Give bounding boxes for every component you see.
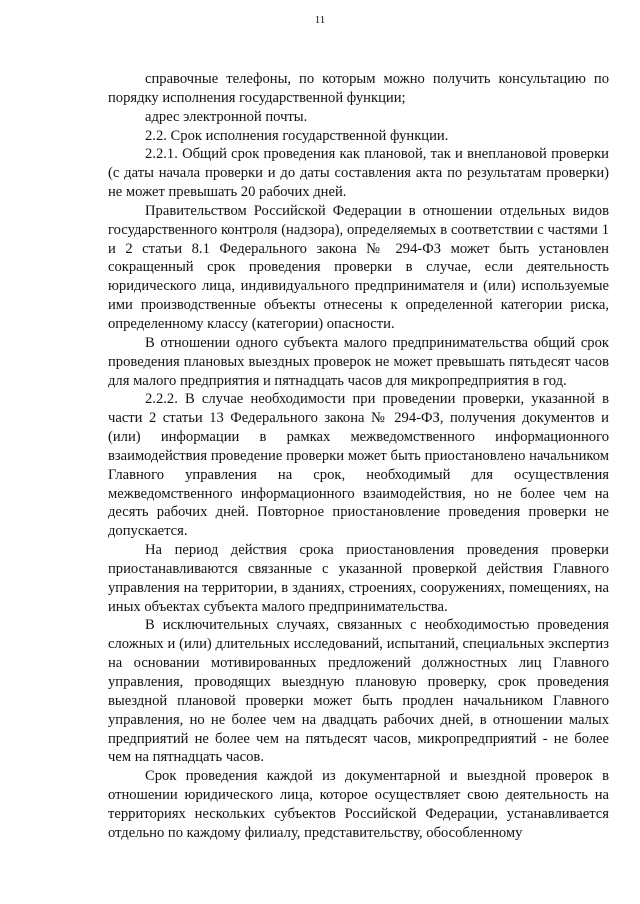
paragraph-multiple-regions: Срок проведения каждой из документарной и выездной проверок в отношении юридического лица, которое осуществляет свою деятельность на территориях нескольких субъектов Российской Федерации, устанавливается отдельно по каждому филиалу, представительству, обособленному	[108, 768, 609, 841]
paragraph-small-business: В отношении одного субъекта малого предпринимательства общий срок проведения плановых выездных проверок не может превышать пятьдесят часов для малого предприятия и пятнадцать часов для микропредприятия в год.	[108, 334, 609, 389]
section-heading-2-2: 2.2. Срок исполнения государственной функции.	[145, 127, 449, 144]
page-number: 11	[314, 14, 326, 26]
paragraph-exceptional-cases: В исключительных случаях, связанных с необходимостью проведения сложных и (или) длительных исследований, испытаний, специальных экспертиз на основании мотивированных предложений должностных лиц Главного управления, проводящих выездную плановую проверку, срок проведения выездной плановой проверки может быть продлен начальником Главного управления, но не более чем на двадцать рабочих дней, в отношении малых предприятий не более чем на пятьдесят часов, микропредприятий - не более чем на пятнадцать часов.	[108, 617, 609, 766]
paragraph-email: адрес электронной почты.	[145, 108, 308, 125]
paragraph-2-2-2: 2.2.2. В случае необходимости при проведении проверки, указанной в части 2 статьи 13 Федерального закона № 294-ФЗ, получения документов и (или) информации в рамках межведомственного информационного взаимодействия проведение проверки может быть приостановлено начальником Главного управления на срок, необходимый для осуществления межведомственного информационного взаимодействия, но не более чем на десять рабочих дней. Повторное приостановление проведения проверки не допускается.	[108, 391, 609, 540]
paragraph-2-2-1: 2.2.1. Общий срок проведения как плановой, так и внеплановой проверки (с даты начала проверки и до даты составления акта по результатам проверки) не может превышать 20 рабочих дней.	[108, 146, 609, 201]
paragraph-contacts: справочные телефоны, по которым можно получить консультацию по порядку исполнения государственной функции;	[108, 71, 609, 106]
paragraph-reduced-term: Правительством Российской Федерации в отношении отдельных видов государственного контроля (надзора), определяемых в соответствии с частями 1 и 2 статьи 8.1 Федерального закона № 294-ФЗ может быть установлен сокращенный срок проведения проверки в случае, если деятельность юридического лица, индивидуального предпринимателя и (или) используемые ими производственные объекты отнесены к определенной категории риска, определенному классу (категории) опасности.	[108, 202, 609, 332]
document-body	[108, 70, 609, 843]
paragraph-suspension: На период действия срока приостановления проведения проверки приостанавливаются связанные с указанной проверкой действия Главного управления на территории, в зданиях, строениях, сооружениях, помещениях, на иных объектах субъекта малого предпринимательства.	[108, 542, 609, 615]
